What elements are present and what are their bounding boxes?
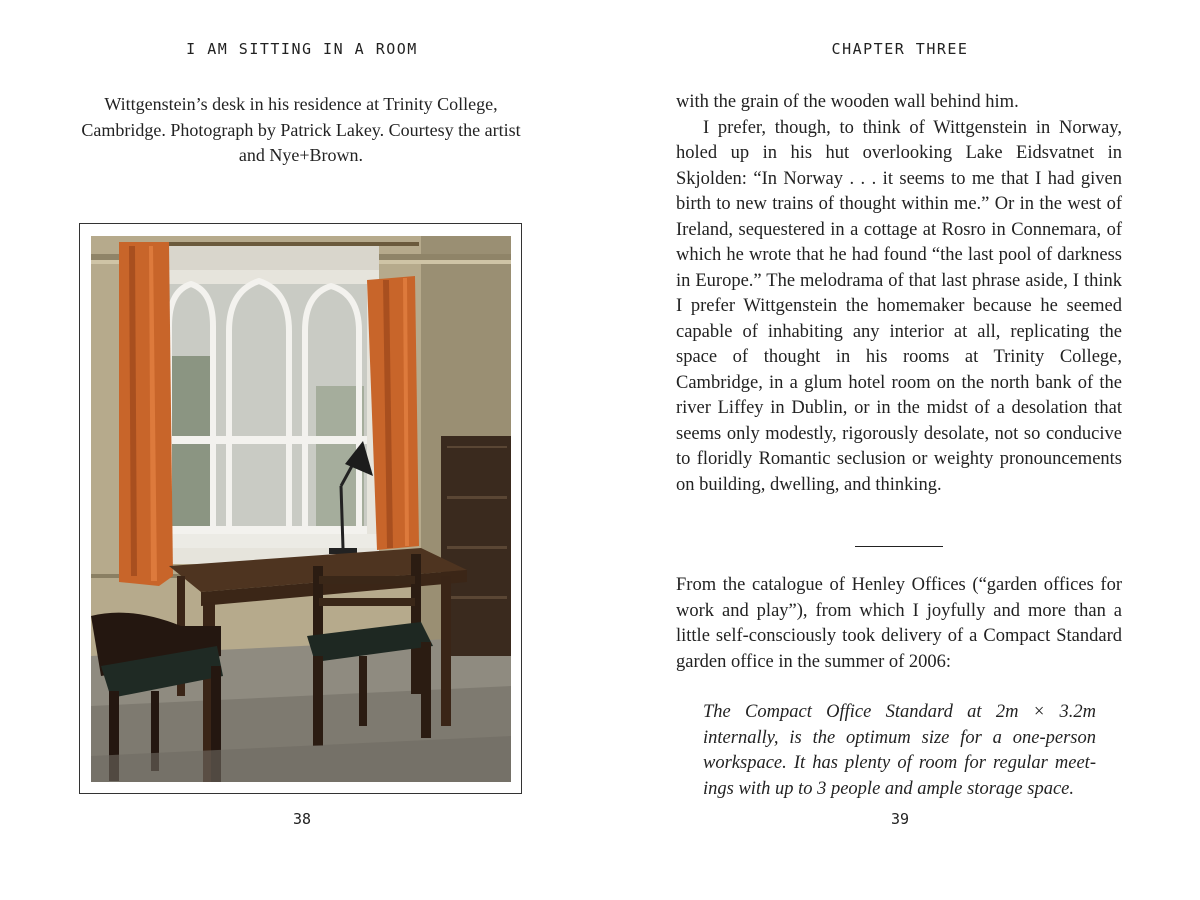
photo-caption: Wittgenstein’s desk in his residence at Trinity College, Cambridge. Photograph by Patrick Lakey. Courtesy the artist and Nye+Brown.	[81, 94, 521, 165]
paragraph-norway: I prefer, though, to think of Wittgenstein in Norway, holed up in his hut overlooking Lake Eidsvatnet in Skjolden: “In Norway . . . it seems to me that I had given birth to new trains of thought within me.” Or in the west of Ireland, sequestered in a cottage at Rosro in Connemara, of which he wrote that he had found “the last pool of darkness in Europe.” The melodrama of that last phrase aside, I think I prefer Wittgenstein the homemaker because he seemed capable of inhabiting any interior at all, replicating the space of thought in his rooms at Trinity College, Cambridge, in a glum hotel room on the north bank of the river Liffey in Dublin, or in the midst of a desolation that seems only modestly, rigorously desolate, not so conducive to floridly Romantic seclusion or weighty pronouncements on building, dwelling, and thinking.	[676, 117, 1122, 495]
desk-photograph	[91, 236, 511, 782]
running-head-right: CHAPTER THREE	[831, 40, 969, 58]
photo-frame	[79, 223, 522, 794]
body-text-top	[676, 90, 1122, 498]
block-quote-text: The Compact Office Standard at 2m × 3.2m internally, is the optimum size for a one-person workspace. It has plenty of room for regular meetings with up to 3 people and ample storage space.	[703, 702, 1096, 799]
body-text-bottom	[676, 573, 1122, 675]
running-head-left: I AM SITTING IN A ROOM	[186, 40, 418, 58]
paragraph-continuation: with the grain of the wooden wall behind him.	[676, 92, 1019, 112]
paragraph-henley: From the catalogue of Henley Offices (“garden offices for work and play”), from which I joyfully and more than a little self-consciously took delivery of a Compact Standard garden office in the summer of 2006:	[676, 575, 1122, 672]
page-number-right: 39	[890, 810, 910, 828]
block-quote	[703, 700, 1096, 802]
section-divider	[855, 546, 943, 547]
page-number-left: 38	[292, 810, 312, 828]
